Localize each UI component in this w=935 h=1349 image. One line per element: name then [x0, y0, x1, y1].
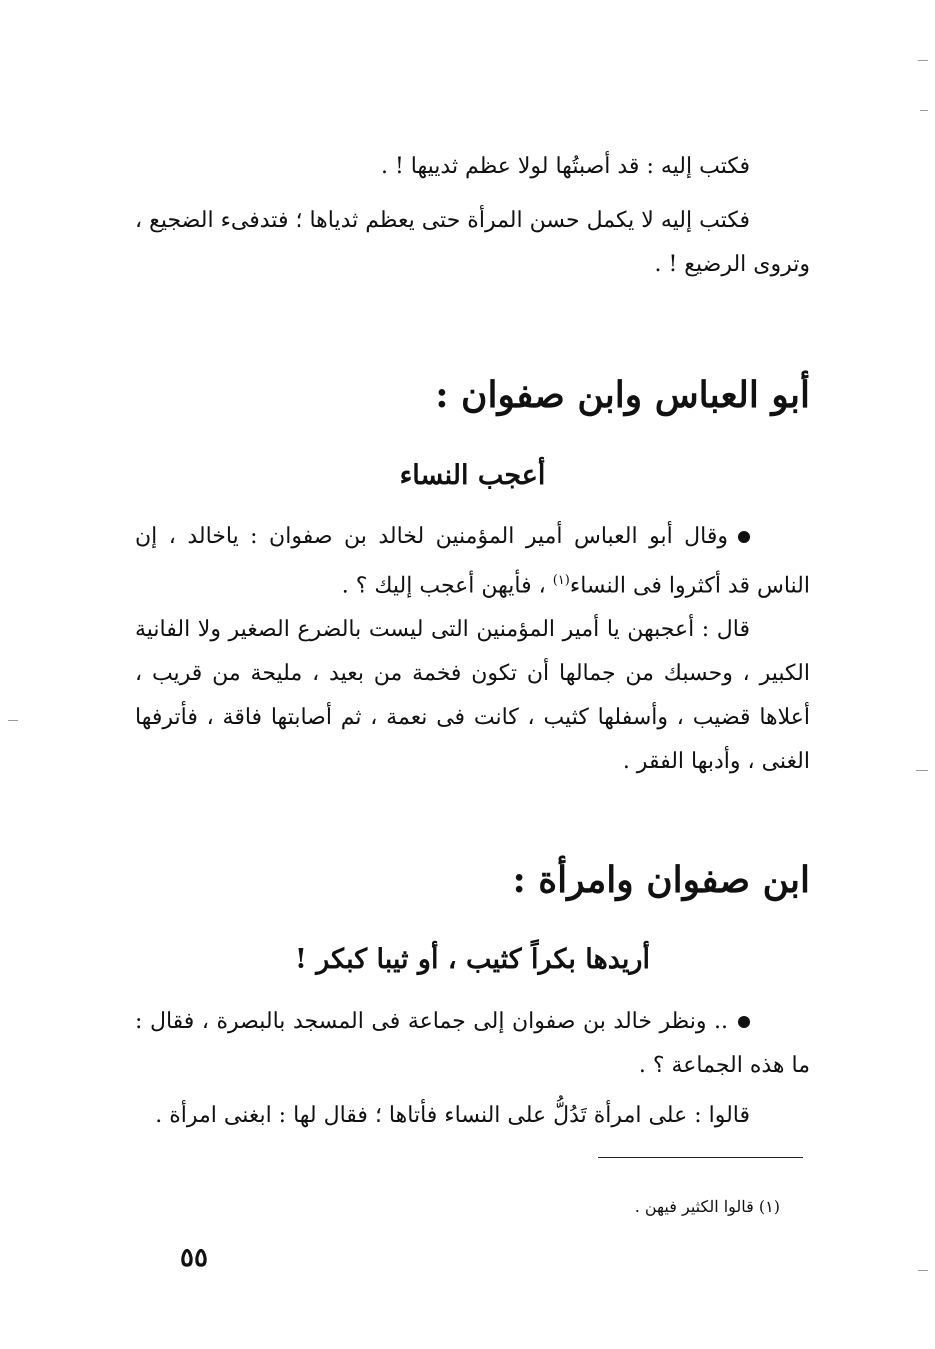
intro-paragraph-2: فكتب إليه لا يكمل حسن المرأة حتى يعظم ثدياها ؛ فتدفىء الضجيع ، وتروى الرضيع ! . — [135, 208, 810, 277]
section1-paragraph-1 — [135, 515, 810, 608]
scan-mark — [916, 770, 928, 771]
footnote: (١) قالوا الكثير فيهن . — [634, 1197, 780, 1216]
section1-paragraph-2: قال : أعجبهن يا أمير المؤمنين التى ليست بالضرع الصغير ولا الفانية الكبير ، وحسبك من جمالها أن تكون فخمة من بعيد ، مليحة من قريب ، أعلاها قضيب ، وأسفلها كثيب ، كانت فى نعمة ، ثم أصابتها فاقة ، فأترفها الغنى ، وأدبها الفقر . — [135, 617, 810, 774]
section2-paragraph-2: قالوا : على امرأة تَدُلُّ على النساء فأتاها ؛ فقال لها : ابغنى امرأة . — [155, 1103, 750, 1128]
footnote-divider — [598, 1157, 803, 1158]
scan-mark — [918, 60, 928, 61]
section-heading-ibn-safwan: ابن صفوان وامرأة : — [512, 859, 810, 901]
section1-p1-text: وقال أبو العباس أمير المؤمنين لخالد بن صفوان : ياخالد ، إن الناس قد أكثروا فى النساء — [135, 524, 810, 599]
bullet-icon — [738, 1016, 750, 1028]
scan-mark — [918, 1270, 928, 1271]
footnote-reference: (١) — [552, 573, 570, 588]
page-number: ٥٥ — [180, 1243, 208, 1273]
scan-mark — [920, 110, 928, 111]
scan-mark — [8, 720, 18, 721]
intro-paragraph-1: فكتب إليه : قد أصبتُها لولا عظم ثدييها ! . — [380, 154, 750, 179]
section1-p1-text-end: ، فأيهن أعجب إليك ؟ . — [341, 573, 553, 599]
section-heading-abu-al-abbas: أبو العباس وابن صفوان : — [435, 374, 810, 416]
bullet-icon — [738, 531, 750, 543]
section-subheading-uriduha: أريدها بكراً كثيب ، أو ثيبا كبكر ! — [295, 944, 650, 975]
section2-p1-text: .. ونظر خالد بن صفوان إلى جماعة فى المسجد بالبصرة ، فقال : ما هذه الجماعة ؟ . — [135, 1009, 810, 1078]
section-subheading-ajab-al-nisa: أعجب النساء — [399, 460, 546, 491]
section2-paragraph-1 — [135, 1000, 810, 1088]
